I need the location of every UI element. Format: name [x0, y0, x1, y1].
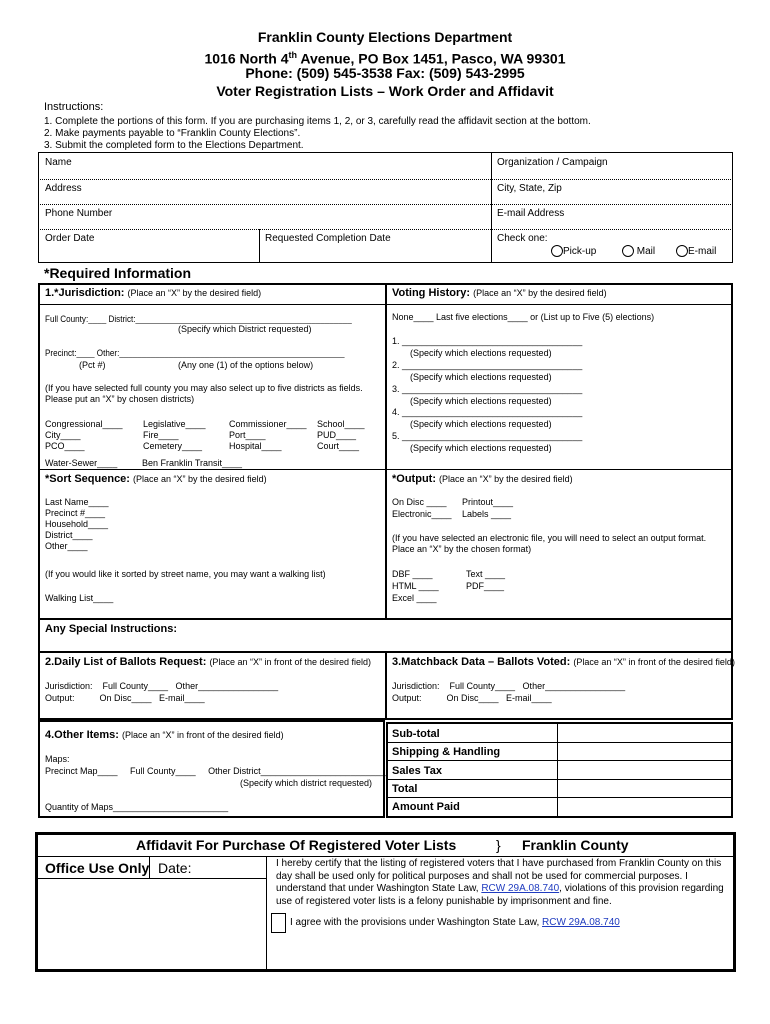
- subtotal-value[interactable]: [559, 724, 731, 741]
- matchback-output[interactable]: Output: On Disc____ E-mail____: [392, 693, 552, 703]
- district-hint: (Specify which District requested): [178, 324, 312, 334]
- sort-options[interactable]: Last Name____ Precinct #____ Household____ District____ Other____: [45, 497, 109, 551]
- map-district-hint: (Specify which district requested): [240, 778, 373, 788]
- matchback-heading: 3.Matchback Data – Ballots Voted: (Place an “X” in front of the desired field): [392, 656, 735, 668]
- brace-glyph: }: [496, 837, 501, 853]
- election-spec-4: (Specify which elections requested): [410, 419, 552, 429]
- maps-label: Maps:: [45, 754, 70, 764]
- address-field[interactable]: Address: [45, 183, 82, 194]
- department-name: Franklin County Elections Department: [257, 29, 513, 45]
- total-label: Total: [392, 783, 418, 795]
- email-option[interactable]: E-mail: [676, 245, 716, 258]
- district-col-1[interactable]: Congressional____ City____ PCO____: [45, 419, 123, 451]
- city-state-zip-field[interactable]: City, State, Zip: [497, 183, 562, 194]
- output-electronic[interactable]: Electronic____: [392, 509, 452, 519]
- election-2[interactable]: 2. ____________________________________: [392, 360, 583, 370]
- email-radio-icon: [676, 245, 688, 257]
- jurisdiction-full-county[interactable]: Full County:____ District:________________________________________________: [45, 314, 352, 324]
- department-phone: Phone: (509) 545-3538 Fax: (509) 543-2995: [245, 65, 525, 81]
- pct-hint: (Pct #): [79, 360, 106, 370]
- transit-option[interactable]: Ben Franklin Transit____: [142, 458, 243, 468]
- output-ondisc[interactable]: On Disc ____: [392, 497, 447, 507]
- special-instructions-label[interactable]: Any Special Instructions:: [45, 623, 178, 635]
- walking-list-note: (If you would like it sorted by street name, you may want a walking list): [45, 569, 326, 579]
- election-1[interactable]: 1. ____________________________________: [392, 336, 583, 346]
- department-address: 1016 North 4th Avenue, PO Box 1451, Pasco, WA 99301: [204, 50, 566, 67]
- output-printout[interactable]: Printout____: [462, 497, 514, 507]
- rcw-link-2[interactable]: RCW 29A.08.740: [542, 917, 620, 928]
- sales-tax-value[interactable]: [559, 761, 731, 778]
- district-col-4[interactable]: School____ PUD____ Court____: [317, 419, 365, 451]
- election-3[interactable]: 3. ____________________________________: [392, 384, 583, 394]
- organization-field[interactable]: Organization / Campaign: [497, 157, 608, 168]
- election-5[interactable]: 5. ____________________________________: [392, 431, 583, 441]
- mail-option[interactable]: Mail: [622, 245, 655, 258]
- daily-list-heading: 2.Daily List of Ballots Request: (Place an “X” in front of the desired field): [45, 656, 372, 668]
- jurisdiction-heading: 1.*Jurisdiction: (Place an “X” by the desired field): [45, 287, 262, 299]
- subtotal-label: Sub-total: [392, 728, 440, 740]
- format-dbf[interactable]: DBF ____: [392, 569, 433, 579]
- rcw-link[interactable]: RCW 29A.08.740: [481, 883, 560, 894]
- voting-history-heading: Voting History: (Place an “X” by the desired field): [392, 287, 607, 299]
- agree-statement: I agree with the provisions under Washington State Law, RCW 29A.08.740: [290, 917, 620, 928]
- water-sewer-option[interactable]: Water-Sewer____: [45, 458, 118, 468]
- election-spec-2: (Specify which elections requested): [410, 372, 552, 382]
- format-excel[interactable]: Excel ____: [392, 593, 437, 603]
- sort-sequence-heading: *Sort Sequence: (Place an “X” by the desired field): [45, 473, 267, 485]
- agree-checkbox[interactable]: [271, 913, 286, 933]
- instructions-title: Instructions:: [44, 101, 104, 113]
- sales-tax-label: Sales Tax: [392, 765, 442, 777]
- affidavit-title-bar: [38, 835, 733, 856]
- required-information-heading: *Required Information: [44, 265, 192, 281]
- date-label[interactable]: Date:: [158, 860, 192, 876]
- amount-paid-value[interactable]: [559, 798, 731, 816]
- mail-radio-icon: [622, 245, 634, 257]
- map-options[interactable]: Precinct Map____ Full County____ Other District_________________________: [45, 766, 386, 776]
- voting-none-option[interactable]: None____ Last five elections____ or (List up to Five (5) elections): [392, 312, 655, 322]
- form-title: Voter Registration Lists – Work Order and Affidavit: [216, 83, 554, 99]
- order-date-field[interactable]: Order Date: [45, 233, 95, 244]
- affidavit-title: Affidavit For Purchase Of Registered Voter Lists: [136, 837, 457, 853]
- shipping-label: Shipping & Handling: [392, 746, 501, 758]
- output-format-note: (If you have selected an electronic file, you will need to select an output format. Place an “X” by the chosen format): [392, 533, 707, 554]
- format-html[interactable]: HTML ____: [392, 581, 439, 591]
- pickup-option[interactable]: Pick-up: [551, 245, 596, 258]
- output-labels[interactable]: Labels ____: [462, 509, 512, 519]
- any-one-hint: (Any one (1) of the options below): [178, 360, 314, 370]
- district-col-2[interactable]: Legislative____ Fire____ Cemetery____: [143, 419, 206, 451]
- district-col-3[interactable]: Commissioner____ Port____ Hospital____: [229, 419, 307, 451]
- daily-output[interactable]: Output: On Disc____ E-mail____: [45, 693, 205, 703]
- jurisdiction-precinct[interactable]: Precinct:____ Other:__________________________________________________: [45, 348, 345, 358]
- full-county-note: (If you have selected full county you may also select up to five districts as fields. Please put an “X” by chosen districts): [45, 383, 363, 404]
- format-text[interactable]: Text ____: [466, 569, 506, 579]
- office-use-label: Office Use Only: [45, 860, 150, 876]
- election-spec-3: (Specify which elections requested): [410, 396, 552, 406]
- pickup-radio-icon: [551, 245, 563, 257]
- instruction-2: 2. Make payments payable to “Franklin County Elections”.: [44, 128, 301, 139]
- phone-field[interactable]: Phone Number: [45, 208, 113, 219]
- total-value[interactable]: [559, 780, 731, 796]
- affidavit-text: I hereby certify that the listing of registered voters that I have purchased from Franklin County on this day shall be used only for political purposes and shall not be used for commercial purposes. I understand that under Washington State Law, RCW 29A.08.740, violations of this provision regarding use of registered voter lists is a felony punishable by imprisonment and fine.: [276, 858, 724, 907]
- check-one-label: Check one:: [497, 233, 548, 244]
- instruction-3: 3. Submit the completed form to the Elections Department.: [44, 140, 304, 151]
- name-field[interactable]: Name: [45, 157, 72, 168]
- election-spec-1: (Specify which elections requested): [410, 348, 552, 358]
- output-heading: *Output: (Place an “X” by the desired field): [392, 473, 573, 485]
- election-spec-5: (Specify which elections requested): [410, 443, 552, 453]
- affidavit-county: Franklin County: [522, 837, 629, 853]
- amount-paid-label: Amount Paid: [392, 801, 460, 813]
- election-4[interactable]: 4. ____________________________________: [392, 407, 583, 417]
- other-items-heading: 4.Other Items: (Place an “X” in front of the desired field): [45, 729, 284, 741]
- format-pdf[interactable]: PDF____: [466, 581, 505, 591]
- daily-jurisdiction[interactable]: Jurisdiction: Full County____ Other________________: [45, 681, 279, 691]
- email-field[interactable]: E-mail Address: [497, 208, 565, 219]
- instruction-1: 1. Complete the portions of this form. If you are purchasing items 1, 2, or 3, carefully read the affidavit section at the bottom.: [44, 116, 591, 127]
- completion-date-field[interactable]: Requested Completion Date: [265, 233, 391, 244]
- walking-list-option[interactable]: Walking List____: [45, 593, 114, 603]
- matchback-jurisdiction[interactable]: Jurisdiction: Full County____ Other________________: [392, 681, 626, 691]
- shipping-value[interactable]: [559, 743, 731, 759]
- map-quantity[interactable]: Quantity of Maps_______________________: [45, 802, 229, 812]
